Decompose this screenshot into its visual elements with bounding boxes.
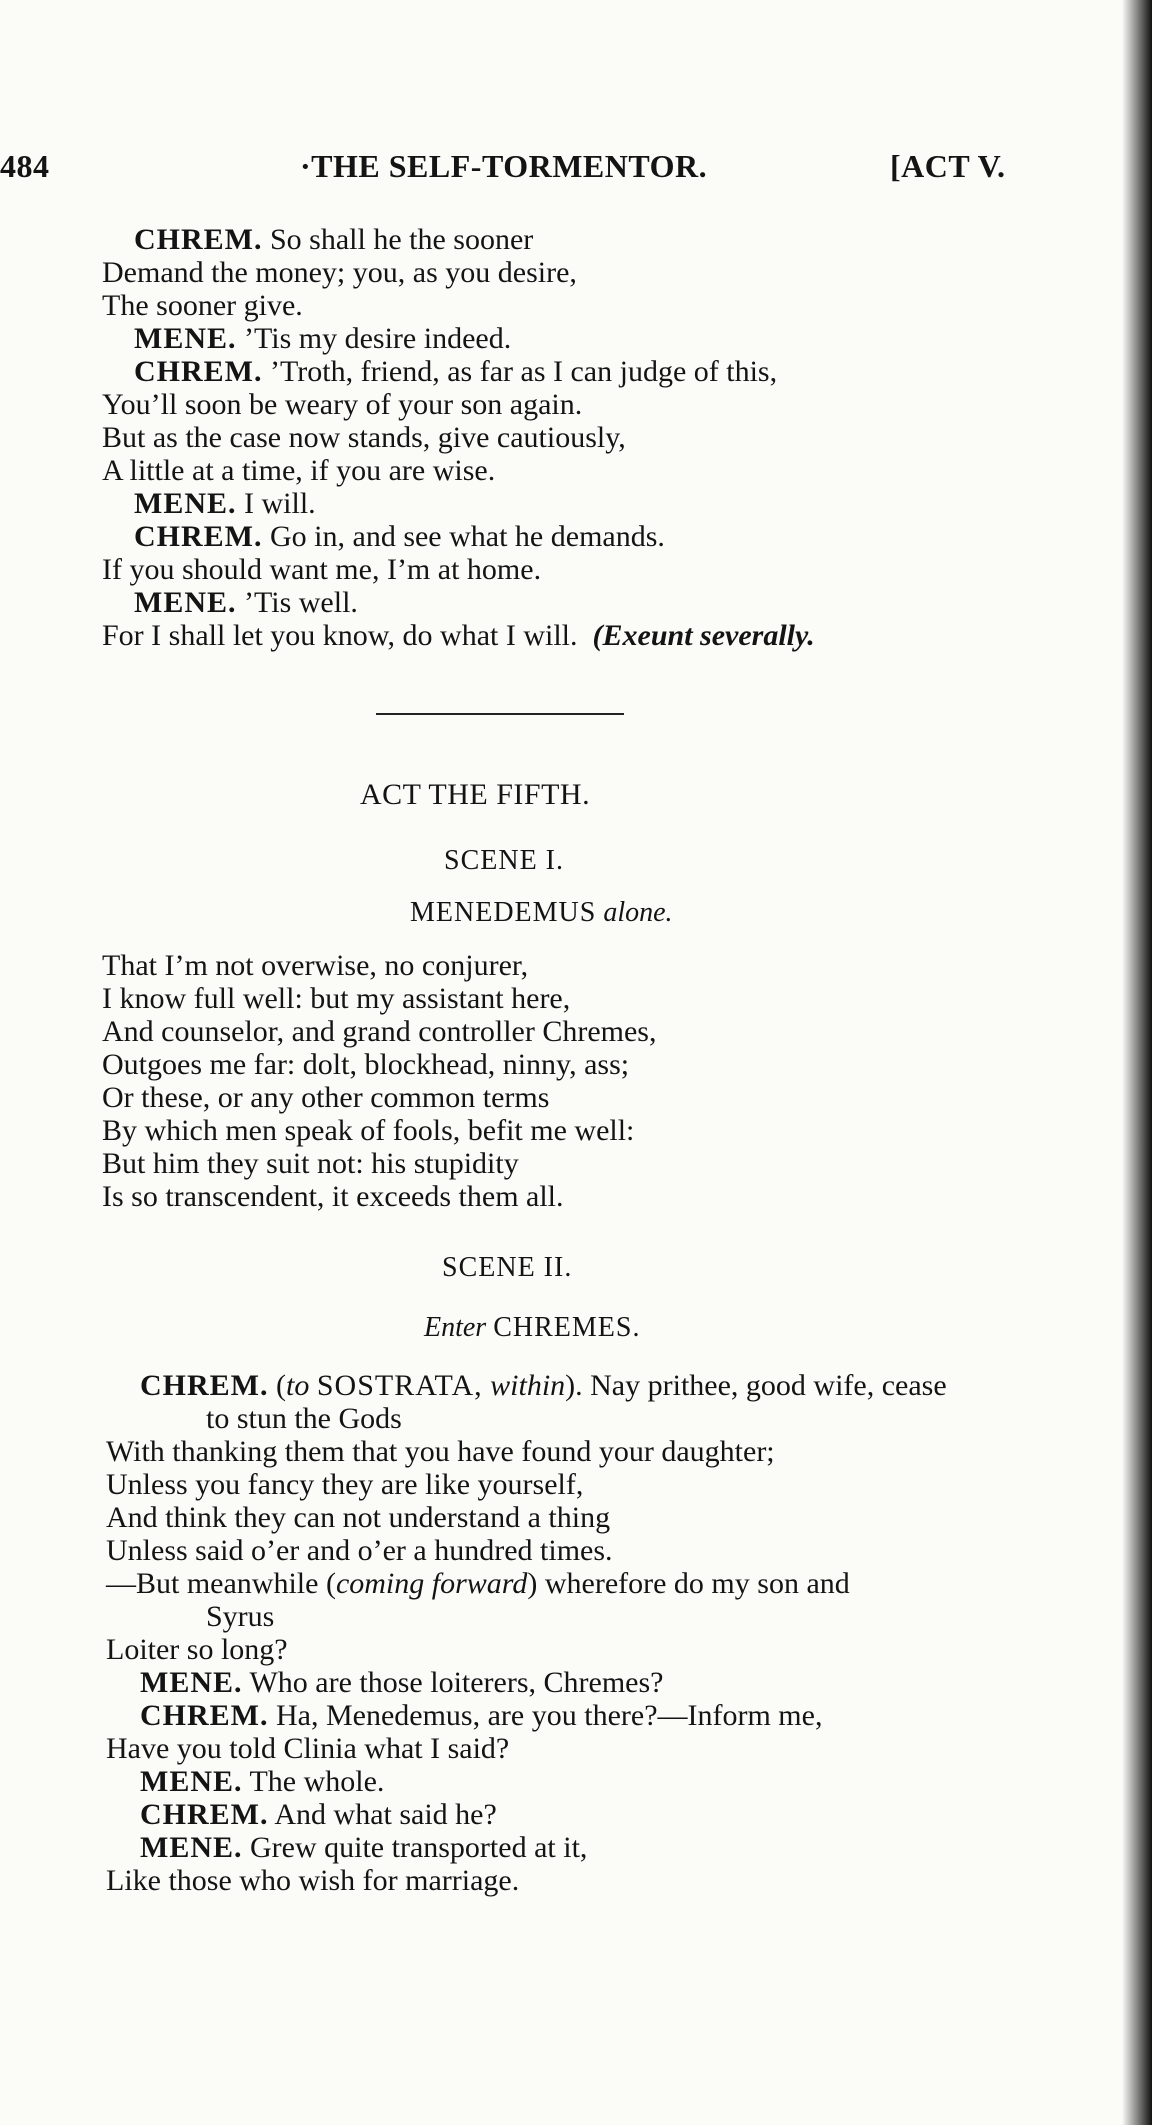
- verse-line: [134, 519, 665, 555]
- stage-direction: coming forward: [335, 1567, 528, 1600]
- verse-line: [134, 486, 316, 522]
- verse-line: Unless you fancy they are like yourself,: [106, 1468, 584, 1501]
- character-name: SOSTRATA,: [316, 1369, 483, 1402]
- line-text: ). Nay prithee, good wife, cease: [565, 1369, 947, 1402]
- verse-line: And think they can not understand a thing: [106, 1501, 611, 1534]
- verse-line: If you should want me, I’m at home.: [102, 553, 542, 586]
- verse-line: Have you told Clinia what I said?: [106, 1732, 510, 1765]
- verse-line: [102, 618, 815, 654]
- speaker: CHREM.: [140, 1369, 269, 1402]
- verse-line: Is so transcendent, it exceeds them all.: [102, 1180, 564, 1213]
- stage-direction: Enter: [424, 1312, 487, 1343]
- line-text: Who are those loiterers, Chremes?: [249, 1666, 664, 1699]
- verse-line: But him they suit not: his stupidity: [102, 1147, 519, 1180]
- speaker: MENE.: [140, 1765, 243, 1798]
- speaker: MENE.: [140, 1831, 243, 1864]
- section-divider: [376, 713, 624, 715]
- line-text: —But meanwhile (: [106, 1567, 336, 1600]
- scene-heading: SCENE I.: [444, 845, 564, 876]
- speaker: CHREM.: [134, 223, 263, 256]
- character-name: MENEDEMUS: [410, 897, 597, 928]
- verse-line: Outgoes me far: dolt, blockhead, ninny, ass;: [102, 1048, 630, 1081]
- verse-line: [106, 1566, 850, 1602]
- stage-note: [424, 1312, 640, 1344]
- speaker: CHREM.: [134, 355, 263, 388]
- verse-line: I know full well: but my assistant here,: [102, 982, 571, 1015]
- verse-line: [140, 1665, 663, 1701]
- stage-direction: to: [286, 1369, 310, 1402]
- stage-note: [410, 897, 673, 929]
- verse-line: With thanking them that you have found your daughter;: [106, 1435, 775, 1468]
- verse-line: [140, 1368, 947, 1404]
- line-text: ’Tis my desire indeed.: [244, 322, 512, 355]
- line-text: I will.: [244, 487, 316, 520]
- act-heading: ACT THE FIFTH.: [360, 778, 591, 811]
- line-text: For I shall let you know, do what I will.: [102, 619, 578, 652]
- line-text: ’Tis well.: [244, 586, 358, 619]
- speaker: MENE.: [134, 586, 237, 619]
- stage-direction: alone.: [603, 897, 673, 928]
- stage-direction: (Exeunt severally.: [592, 619, 815, 652]
- speaker: CHREM.: [140, 1699, 269, 1732]
- line-text: ) wherefore do my son and: [527, 1567, 850, 1600]
- verse-line: But as the case now stands, give cautiously,: [102, 421, 626, 454]
- line-text: Ha, Menedemus, are you there?—Inform me,: [276, 1699, 823, 1732]
- verse-line: [134, 222, 533, 258]
- line-text: ’Troth, friend, as far as I can judge of this,: [270, 355, 778, 388]
- verse-line: [134, 321, 511, 357]
- verse-line: A little at a time, if you are wise.: [102, 454, 496, 487]
- verse-line: You’ll soon be weary of your son again.: [102, 388, 583, 421]
- speaker: MENE.: [140, 1666, 243, 1699]
- verse-line: [140, 1830, 587, 1866]
- verse-line: Loiter so long?: [106, 1633, 288, 1666]
- line-text: So shall he the sooner: [270, 223, 534, 256]
- verse-line: [140, 1764, 384, 1800]
- verse-line: [134, 354, 777, 390]
- stage-direction: within: [490, 1369, 566, 1402]
- verse-line: And counselor, and grand controller Chremes,: [102, 1015, 657, 1048]
- verse-line: Like those who wish for marriage.: [106, 1864, 520, 1897]
- running-title: ·THE SELF-TORMENTOR.: [300, 148, 708, 184]
- verse-line: [140, 1698, 822, 1734]
- line-text: (: [276, 1369, 286, 1402]
- verse-line: Unless said o’er and o’er a hundred times.: [106, 1534, 613, 1567]
- running-act: [ACT V.: [890, 148, 1006, 184]
- verse-line: [134, 585, 358, 621]
- speaker: CHREM.: [134, 520, 263, 553]
- scene-heading: SCENE II.: [442, 1252, 573, 1283]
- line-text: Grew quite transported at it,: [250, 1831, 588, 1864]
- verse-line: The sooner give.: [102, 289, 303, 322]
- verse-line: [140, 1797, 497, 1833]
- speaker: MENE.: [134, 487, 237, 520]
- line-text: The whole.: [249, 1765, 385, 1798]
- verse-line: Demand the money; you, as you desire,: [102, 256, 577, 289]
- verse-line: That I’m not overwise, no conjurer,: [102, 949, 529, 982]
- verse-line: Or these, or any other common terms: [102, 1081, 550, 1114]
- verse-line: By which men speak of fools, befit me well:: [102, 1114, 635, 1147]
- line-text: Go in, and see what he demands.: [270, 520, 665, 553]
- page-number: 484: [0, 148, 50, 184]
- verse-line: Syrus: [206, 1600, 275, 1633]
- verse-line: to stun the Gods: [206, 1402, 402, 1435]
- line-text: And what said he?: [274, 1798, 497, 1831]
- speaker: MENE.: [134, 322, 237, 355]
- character-name: CHREMES.: [493, 1312, 641, 1343]
- speaker: CHREM.: [140, 1798, 269, 1831]
